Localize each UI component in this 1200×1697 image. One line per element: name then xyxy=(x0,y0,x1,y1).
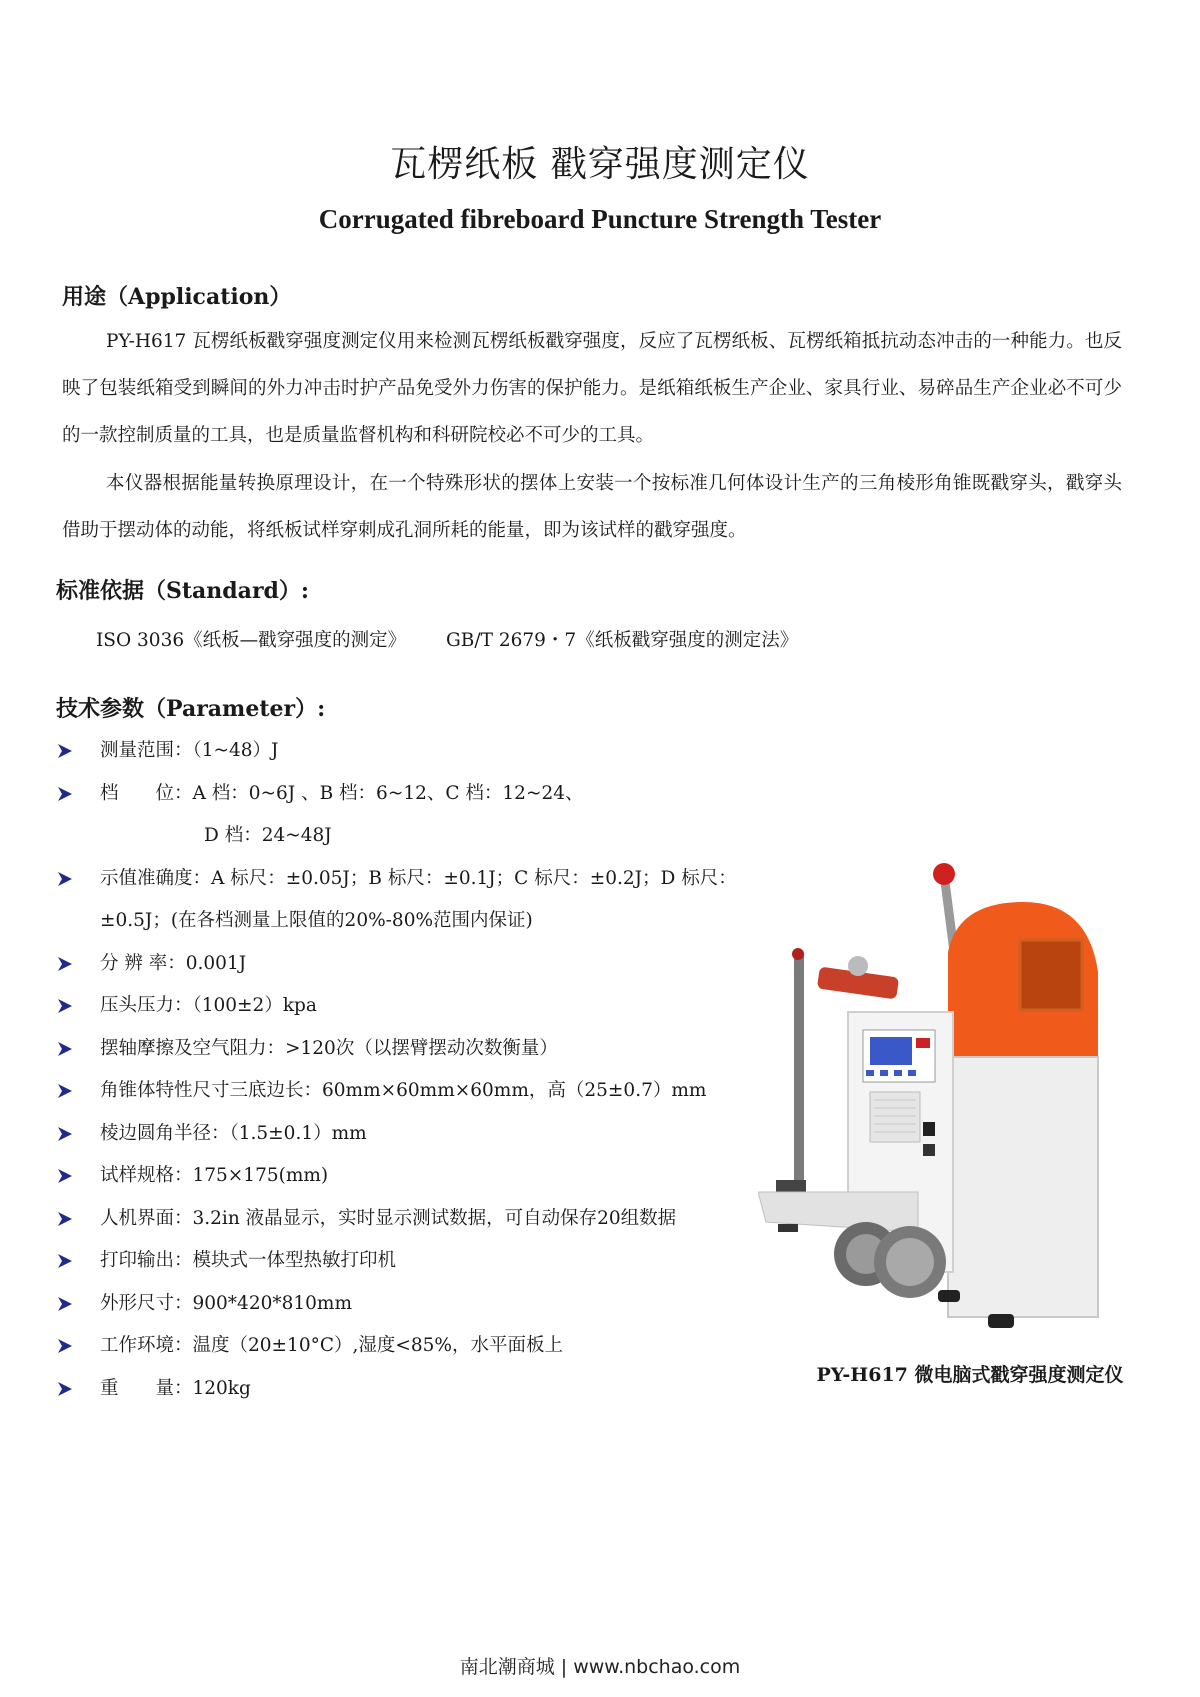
parameter-item xyxy=(56,1028,776,1071)
parameter-text: 重 量：120kg xyxy=(100,1377,251,1399)
parameter-item xyxy=(56,1283,776,1326)
standard-item: ISO 3036《纸板—戳穿强度的测定》 xyxy=(96,630,407,651)
standard-list xyxy=(96,626,798,652)
application-heading: 用途（Application） xyxy=(62,284,292,310)
arrow-bullet-icon xyxy=(56,1028,80,1071)
parameter-text: D 档：24~48J xyxy=(204,825,332,846)
arrow-bullet-icon xyxy=(56,1155,80,1198)
parameter-text: 角锥体特性尺寸三底边长：60mm×60mm×60mm，高（25±0.7）mm xyxy=(100,1080,707,1101)
parameter-text: 外形尺寸：900*420*810mm xyxy=(100,1292,353,1314)
parameter-text: 测量范围：（1~48）J xyxy=(100,740,279,761)
standard-item: GB/T 2679・7《纸板戳穿强度的测定法》 xyxy=(446,630,799,651)
parameter-item xyxy=(56,730,776,773)
parameter-text: 工作环境：温度（20±10°C）,湿度<85%，水平面板上 xyxy=(100,1335,563,1356)
arrow-bullet-icon xyxy=(56,858,80,901)
application-paragraph: 本仪器根据能量转换原理设计，在一个特殊形状的摆体上安装一个按标准几何体设计生产的三角棱形角锥既戳穿头，戳穿头借助于摆动体的动能，将纸板试样穿刺成孔洞所耗的能量，即为该试样的戳穿强度。 xyxy=(62,473,1122,541)
parameter-item xyxy=(56,1155,776,1198)
product-photo xyxy=(758,862,1172,1352)
parameter-item xyxy=(56,985,776,1028)
parameter-list xyxy=(56,730,776,1410)
parameter-text: 摆轴摩擦及空气阻力：>120次（以摆臂摆动次数衡量） xyxy=(100,1037,558,1059)
parameter-text: 示值准确度：A 标尺：±0.05J；B 标尺：±0.1J；C 标尺：±0.2J；D 标尺： xyxy=(100,867,737,889)
page-subtitle: Corrugated fibreboard Puncture Strength Tester xyxy=(318,204,882,234)
parameter-item xyxy=(56,900,776,943)
parameter-item xyxy=(56,1198,776,1241)
standard-heading: 标准依据（Standard）: xyxy=(56,578,310,604)
parameter-item xyxy=(56,773,776,816)
application-paragraph: PY-H617 瓦楞纸板戳穿强度测定仪用来检测瓦楞纸板戳穿强度，反应了瓦楞纸板、瓦楞纸箱抵抗动态冲击的一种能力。也反映了包装纸箱受到瞬间的外力冲击时护产品免受外力伤害的保护能力。是纸箱纸板生产企业、家具行业、易碎品生产企业必不可少的一款控制质量的工具，也是质量监督机构和科研院校必不可少的工具。 xyxy=(62,331,1122,446)
parameter-item xyxy=(56,1070,776,1113)
parameter-text: 人机界面：3.2in 液晶显示，实时显示测试数据，可自动保存20组数据 xyxy=(100,1207,677,1229)
footer-site-link[interactable]: 南北潮商城 | www.nbchao.com xyxy=(459,1656,741,1678)
arrow-bullet-icon xyxy=(56,1113,80,1156)
page-title: 瓦楞纸板 戳穿强度测定仪 xyxy=(390,144,810,185)
parameter-item xyxy=(56,1113,776,1156)
parameter-item xyxy=(56,858,776,901)
photo-caption: PY-H617 微电脑式戳穿强度测定仪 xyxy=(816,1364,1124,1386)
arrow-bullet-icon xyxy=(56,985,80,1028)
parameter-text: 试样规格：175×175(mm) xyxy=(100,1165,329,1186)
arrow-bullet-icon xyxy=(56,943,80,986)
arrow-bullet-icon xyxy=(56,1198,80,1241)
parameter-text: 棱边圆角半径：（1.5±0.1）mm xyxy=(100,1122,367,1144)
parameter-heading: 技术参数（Parameter）: xyxy=(56,696,326,722)
arrow-bullet-icon xyxy=(56,773,80,816)
arrow-bullet-icon xyxy=(56,1070,80,1113)
parameter-item xyxy=(56,1368,776,1411)
arrow-bullet-icon xyxy=(56,1283,80,1326)
parameter-item xyxy=(56,1325,776,1368)
arrow-bullet-icon xyxy=(56,1240,80,1283)
parameter-text: 压头压力：（100±2）kpa xyxy=(100,995,317,1016)
parameter-text: 分 辨 率：0.001J xyxy=(100,952,247,974)
arrow-bullet-icon xyxy=(56,730,80,773)
parameter-text: ±0.5J；(在各档测量上限值的20%-80%范围内保证) xyxy=(100,910,533,931)
parameter-item xyxy=(56,815,776,858)
arrow-bullet-icon xyxy=(56,1368,80,1411)
parameter-item xyxy=(56,1240,776,1283)
arrow-bullet-icon xyxy=(56,1325,80,1368)
parameter-item xyxy=(56,943,776,986)
lever-knob-icon xyxy=(933,863,955,885)
parameter-text: 档 位：A 档：0~6J 、B 档：6~12、C 档：12~24、 xyxy=(100,782,584,804)
parameter-text: 打印输出：模块式一体型热敏打印机 xyxy=(100,1250,397,1271)
